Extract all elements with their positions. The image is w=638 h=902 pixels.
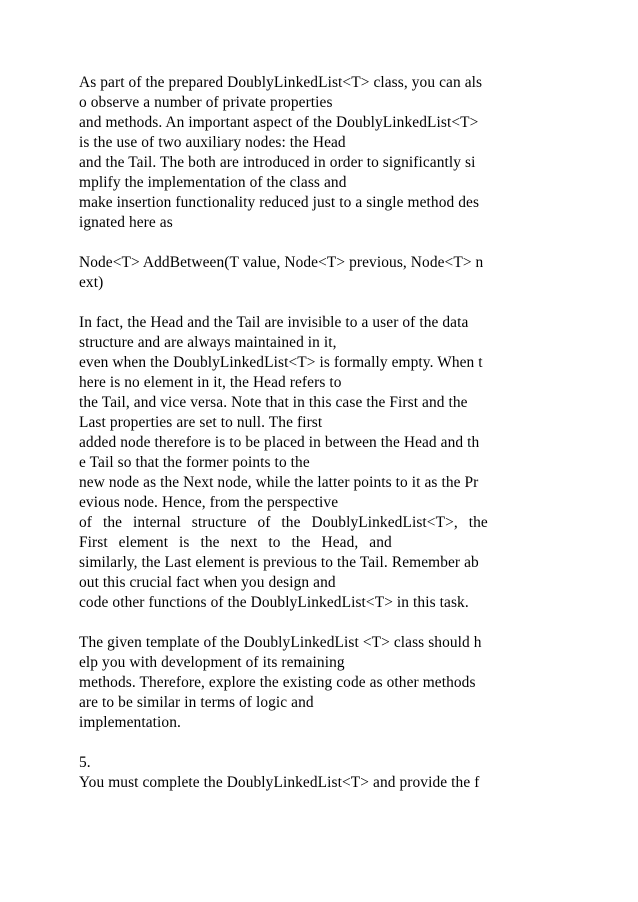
text-line: code other functions of the DoublyLinkedList<T> in this task. (79, 594, 469, 611)
blank-line (79, 613, 579, 633)
text-line: You must complete the DoublyLinkedList<T> and provide the f (79, 774, 480, 791)
text-line: even when the DoublyLinkedList<T> is formally empty. When t (79, 354, 483, 371)
text-line: new node as the Next node, while the latter points to it as the Pr (79, 474, 479, 491)
text-line: elp you with development of its remaining (79, 654, 345, 671)
text-line: mplify the implementation of the class and (79, 174, 347, 191)
blank-line (79, 233, 579, 253)
text-line: methods. Therefore, explore the existing code as other methods (79, 674, 476, 691)
text-line: and methods. An important aspect of the DoublyLinkedList<T> (79, 114, 479, 131)
code-signature-line: Node<T> AddBetween(T value, Node<T> previous, Node<T> n (79, 254, 484, 271)
text-line: here is no element in it, the Head refers to (79, 374, 342, 391)
text-line: similarly, the Last element is previous to the Tail. Remember ab (79, 554, 479, 571)
text-line: In fact, the Head and the Tail are invisible to a user of the data (79, 314, 469, 331)
blank-line (79, 293, 579, 313)
section-number: 5. (79, 754, 91, 771)
text-line: First element is the next to the Head, and (79, 534, 392, 551)
code-signature-line: ext) (79, 274, 104, 291)
text-line: implementation. (79, 714, 181, 731)
text-line: o observe a number of private properties (79, 94, 333, 111)
text-line: ignated here as (79, 214, 173, 231)
text-line: are to be similar in terms of logic and (79, 694, 314, 711)
text-line: structure and are always maintained in it, (79, 334, 337, 351)
text-line: of the internal structure of the DoublyLinkedList<T>, the (79, 514, 488, 531)
text-line: e Tail so that the former points to the (79, 454, 310, 471)
text-line: is the use of two auxiliary nodes: the Head (79, 134, 346, 151)
text-line: and the Tail. The both are introduced in order to significantly si (79, 154, 476, 171)
text-line: The given template of the DoublyLinkedList <T> class should h (79, 634, 482, 651)
document-body (79, 73, 579, 793)
text-line: make insertion functionality reduced just to a single method des (79, 194, 480, 211)
text-line: added node therefore is to be placed in between the Head and th (79, 434, 480, 451)
text-line: out this crucial fact when you design and (79, 574, 336, 591)
blank-line (79, 733, 579, 753)
text-line: evious node. Hence, from the perspective (79, 494, 339, 511)
text-line: the Tail, and vice versa. Note that in this case the First and the (79, 394, 468, 411)
text-line: As part of the prepared DoublyLinkedList<T> class, you can als (79, 74, 483, 91)
text-line: Last properties are set to null. The first (79, 414, 323, 431)
